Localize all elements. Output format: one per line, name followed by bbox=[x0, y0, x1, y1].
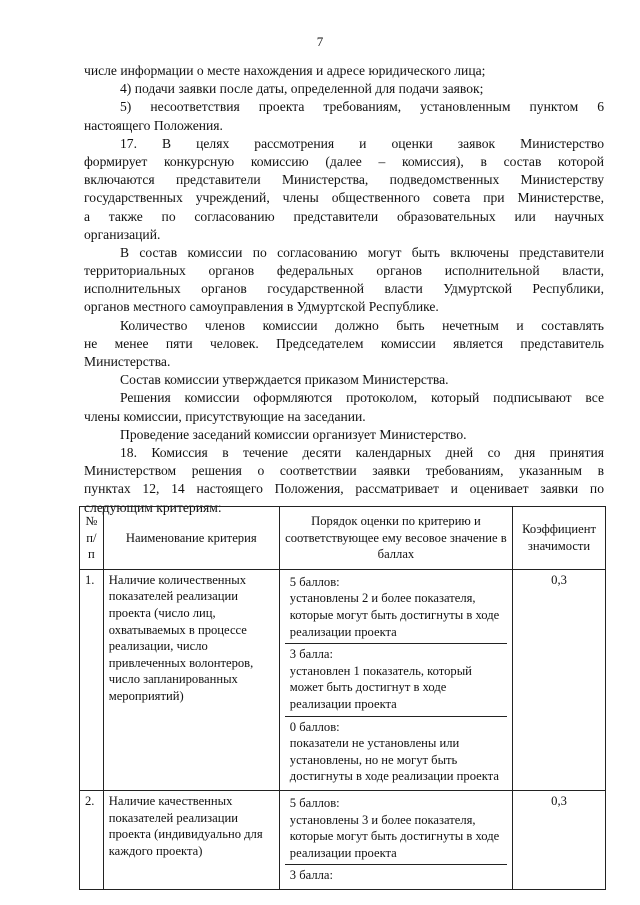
paragraph-line: Министерством решения о соответствии заявки требованиям, указанным в bbox=[84, 463, 604, 479]
grade-points: 3 балла: bbox=[289, 868, 334, 883]
paragraph-line: следующим критериям: bbox=[84, 499, 222, 515]
grade-text: показатели не установлены или установлены, но не могут быть достигнуты в ходе реализации проекта bbox=[289, 736, 499, 784]
header-criterion-name: Наименование критерия bbox=[103, 507, 279, 570]
paragraph-line: организаций. bbox=[84, 226, 161, 242]
table-header-row bbox=[80, 507, 606, 570]
paragraph-line: не менее пяти человек. Председателем комиссии является представитель bbox=[84, 335, 604, 351]
paragraph-line: Проведение заседаний комиссии организует Министерство. bbox=[120, 426, 467, 442]
paragraph-line: исполнительных органов государственной власти Удмуртской Республики, bbox=[84, 281, 604, 297]
paragraph-line: числе информации о месте нахождения и адресе юридического лица; bbox=[84, 63, 486, 78]
grade-block bbox=[285, 572, 507, 643]
paragraph-line: Состав комиссии утверждается приказом Министерства. bbox=[120, 372, 449, 388]
paragraph-line: а также по согласованию представители образовательных или научных bbox=[84, 208, 604, 224]
grades-cell bbox=[279, 569, 512, 790]
header-coefficient: Коэффициент значимости bbox=[513, 507, 606, 570]
page-number: 7 bbox=[316, 34, 324, 49]
paragraph-line: Количество членов комиссии должно быть нечетным и составлять bbox=[120, 317, 604, 333]
paragraph-line: Министерства. bbox=[84, 354, 171, 369]
criterion-name: Наличие количественных показателей реализации проекта (число лиц, охватываемых в процессе реализации, число привлеченных волонтеров, число запланированных мероприятий) bbox=[103, 569, 279, 790]
paragraph-line: В состав комиссии по согласованию могут быть включены представители bbox=[120, 244, 604, 260]
grade-text: установлен 1 показатель, который может быть достигнут в ходе реализации проекта bbox=[289, 663, 472, 711]
body-text bbox=[84, 62, 604, 517]
table-row bbox=[80, 790, 606, 889]
paragraph-line: члены комиссии, присутствующие на заседании. bbox=[84, 408, 366, 424]
paragraph-line: 17. В целях рассмотрения и оценки заявок Министерство bbox=[120, 135, 604, 151]
grade-text: установлены 2 и более показателя, которые могут быть достигнуты в ходе реализации проекта bbox=[289, 591, 500, 639]
paragraph-line: включаются представители Министерства, подведомственных Министерству bbox=[84, 172, 604, 188]
grade-block bbox=[285, 716, 507, 788]
paragraph-line: территориальных органов федеральных органов исполнительной власти, bbox=[84, 263, 604, 279]
grade-points: 5 баллов: bbox=[289, 795, 340, 810]
header-evaluation-order: Порядок оценки по критерию и соответствующее ему весовое значение в баллах bbox=[279, 507, 512, 570]
paragraph-line: пунктах 12, 14 настоящего Положения, рассматривает и оценивает заявки по bbox=[84, 481, 604, 497]
paragraph-line: 4) подачи заявки после даты, определенной для подачи заявок; bbox=[120, 81, 484, 97]
grade-text: установлены 3 и более показателя, которые могут быть достигнуты в ходе реализации проекта bbox=[289, 812, 500, 860]
paragraph-line: органов местного самоуправления в Удмуртской Республике. bbox=[84, 299, 439, 315]
coefficient-value: 0,3 bbox=[513, 790, 606, 889]
grades-cell bbox=[279, 790, 512, 889]
paragraph-line: настоящего Положения. bbox=[84, 117, 223, 133]
grade-points: 0 баллов: bbox=[289, 719, 340, 734]
criteria-table bbox=[79, 506, 606, 890]
grade-points: 5 баллов: bbox=[289, 574, 340, 589]
grade-points: 3 балла: bbox=[289, 647, 334, 662]
row-num: 2. bbox=[80, 790, 104, 889]
paragraph-line: формирует конкурсную комиссию (далее – комиссия), в состав которой bbox=[84, 153, 604, 169]
grade-block bbox=[285, 864, 507, 887]
paragraph-line: государственных учреждений, члены общественного совета при Министерстве, bbox=[84, 190, 604, 206]
criterion-name: Наличие качественных показателей реализации проекта (индивидуально для каждого проекта) bbox=[103, 790, 279, 889]
grade-block bbox=[285, 643, 507, 715]
grade-block bbox=[285, 793, 507, 864]
header-num: № п/п bbox=[80, 507, 104, 570]
row-num: 1. bbox=[80, 569, 104, 790]
paragraph-line: 5) несоответствия проекта требованиям, установленным пунктом 6 bbox=[120, 99, 604, 115]
paragraph-line: Решения комиссии оформляются протоколом, который подписывают все bbox=[120, 390, 604, 406]
coefficient-value: 0,3 bbox=[513, 569, 606, 790]
table-row bbox=[80, 569, 606, 790]
paragraph-line: 18. Комиссия в течение десяти календарных дней со дня принятия bbox=[120, 444, 604, 460]
